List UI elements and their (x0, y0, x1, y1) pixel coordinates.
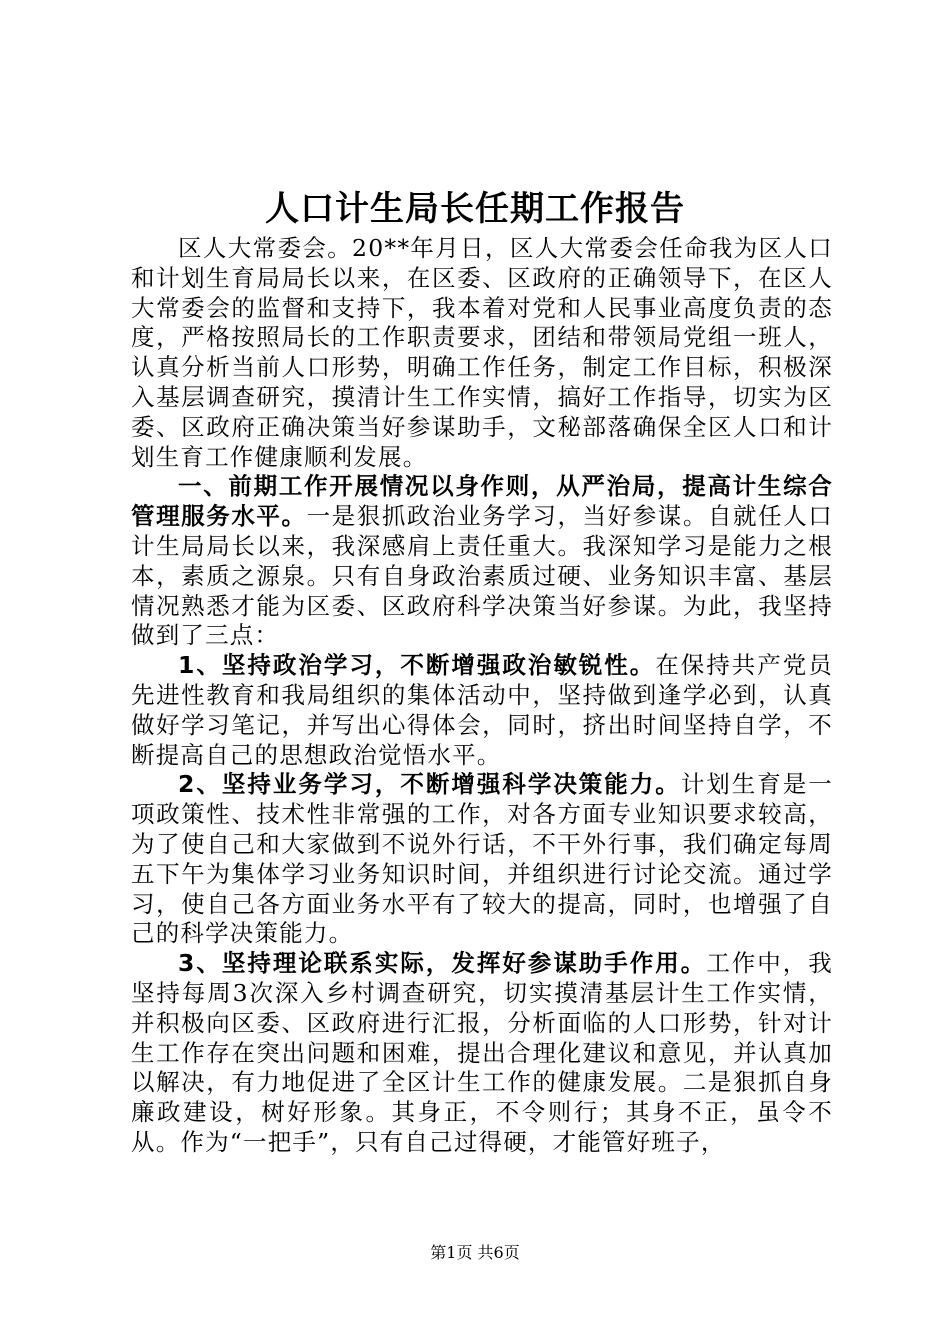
page-footer: 第1页 共6页 (430, 1243, 520, 1262)
paragraph-4-text: 计划生育是一项政策性、技术性非常强的工作，对各方面专业知识要求较高，为了使自己和大家做到不说外行话，不干外行事，我们确定每周五下午为集体学习业务知识时间，并组织进行讨论交流。通过学习，使自己各方面业务水平有了较大的提高，同时，也增强了自己的科学决策能力。 (131, 770, 834, 948)
paragraph-2 (131, 472, 833, 651)
paragraph-2-heading: 一、前期工作开展情况以身作则，从严治局，提高计生综合管理服务水平。 (131, 472, 833, 531)
paragraph-3 (131, 651, 833, 770)
paragraph-5 (131, 949, 833, 1158)
document-title: 人口计生局长任期工作报告 (265, 189, 685, 229)
paragraph-4 (131, 770, 833, 949)
paragraph-1 (131, 234, 833, 472)
document-body (131, 234, 833, 1158)
paragraph-3-heading: 1、坚持政治学习，不断增强政治敏锐性。 (178, 651, 656, 680)
paragraph-5-text: 工作中，我坚持每周3次深入乡村调查研究，切实摸清基层计生工作实情，并积极向区委、区政府进行汇报，分析面临的人口形势，针对计生工作存在突出问题和困难，提出合理化建议和意见，并认真加以解决，有力地促进了全区计生工作的健康发展。二是狠抓自身廉政建设，树好形象。其身正，不令则行；其身不正，虽令不从。作为“一把手”，只有自己过得硬，才能管好班子， (131, 949, 834, 1156)
paragraph-3-text: 在保持共产党员先进性教育和我局组织的集体活动中，坚持做到逢学必到，认真做好学习笔记，并写出心得体会，同时，挤出时间坚持自学，不断提高自己的思想政治觉悟水平。 (131, 651, 833, 769)
paragraph-1-text: 区人大常委会。20**年月日，区人大常委会任命我为区人口和计划生育局局长以来，在区委、区政府的正确领导下，在区人大常委会的监督和支持下，我本着对党和人民事业高度负责的态度，严格按照局长的工作职责要求，团结和带领局党组一班人，认真分析当前人口形势，明确工作任务，制定工作目标，积极深入基层调查研究，摸清计生工作实情，搞好工作指导，切实为区委、区政府正确决策当好参谋助手，文秘部落确保全区人口和计划生育工作健康顺利发展。 (131, 234, 833, 471)
paragraph-5-heading: 3、坚持理论联系实际，发挥好参谋助手作用。 (178, 949, 707, 978)
paragraph-4-heading: 2、坚持业务学习，不断增强科学决策能力。 (178, 770, 681, 799)
paragraph-2-text: 一是狠抓政治业务学习，当好参谋。自就任人口计生局局长以来，我深感肩上责任重大。我深知学习是能力之根本，素质之源泉。只有自身政治素质过硬、业务知识丰富、基层情况熟悉才能为区委、区政府科学决策当好参谋。为此，我坚持做到了三点： (131, 502, 833, 650)
